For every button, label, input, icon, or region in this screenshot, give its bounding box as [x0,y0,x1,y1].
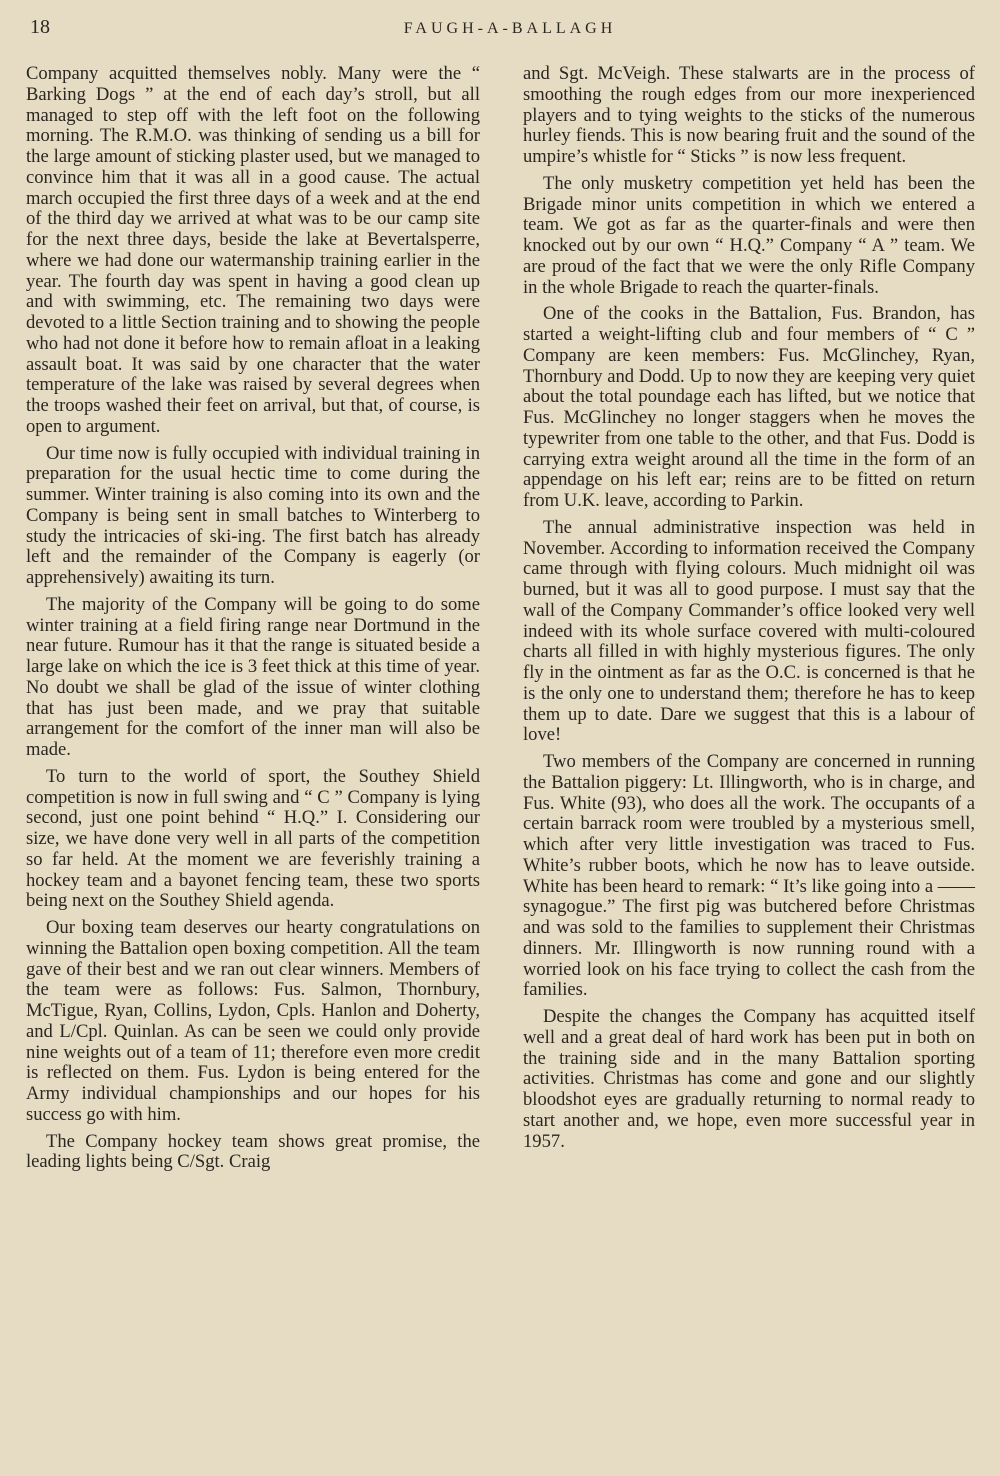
paragraph: The Company hockey team shows great promise, the leading lights being C/Sgt. Craig [26,1130,480,1173]
paragraph: and Sgt. McVeigh. These stalwarts are in the process of smoothing the rough edges from our more inexperienced players and to tying weights to the sticks of the numerous hurley fiends. This is now bearing fruit and the sound of the umpire’s whistle for “ Sticks ” is now less frequent. [523,63,975,167]
paragraph: One of the cooks in the Battalion, Fus. Brandon, has started a weight-lifting club and four members of “ C ” Company are keen members: Fus. McGlinchey, Ryan, Thornbury and Dodd. Up to now they are keeping very quiet about the total poundage each has lifted, but we notice that Fus. McGlinchey no longer staggers when he moves the typewriter from one table to the other, and that Fus. Dodd is carrying extra weight around all the time in the form of an appendage on his left ear; reins are to be fitted on return from U.K. leave, according to Parkin. [523,303,975,511]
page-number: 18 [30,16,50,38]
paragraph: To turn to the world of sport, the Southey Shield competition is now in full swing and “ C ” Company is lying second, just one point behind “ H.Q.” I. Considering our size, we have done very well in all parts of the competition so far held. At the moment we are feverishly training a hockey team and a bayonet fencing team, these two sports being next on the Southey Shield agenda. [26,765,480,912]
right-column [523,64,975,1158]
paragraph: Our time now is fully occupied with individual training in preparation for the usual hectic time to come during the summer. Winter training is also coming into its own and the Company is being sent in small batches to Winterberg to study the intricacies of ski-ing. The first batch has already left and the remainder of the Company is eagerly (or apprehensively) awaiting its turn. [26,442,480,588]
paragraph: Company acquitted themselves nobly. Many were the “ Barking Dogs ” at the end of each day’s stroll, but all managed to step off with the left foot on the following morning. The R.M.O. was thinking of sending us a bill for the large amount of sticking plaster used, but we managed to convince him that it was all in a good cause. The actual march occupied the first three days of a week and at the end of the third day we arrived at what was to be our camp site for the next three days, beside the lake at Bevertalsperre, where we had done our watermanship training earlier in the year. The fourth day was spent in having a good clean up and with swimming, etc. The remaining two days were devoted to a little Section training and to showing the people who had not done it before how to remain afloat in a leaking assault boat. It was said by one character that the water temperature of the lake was raised by several degrees when the troops washed their feet on arrival, but that, of course, is open to argument. [26,63,480,437]
paragraph: The only musketry competition yet held has been the Brigade minor units competition in which we entered a team. We got as far as the quarter-finals and were then knocked out by our own “ H.Q.” Company “ A ” team. We are proud of the fact that we were the only Rifle Company in the whole Brigade to reach the quarter-finals. [523,172,975,298]
paragraph: Despite the changes the Company has acquitted itself well and a great deal of hard work has been put in both on the training side and in the many Battalion sporting activities. Christmas has come and gone and our slightly bloodshot eyes are gradually returning to normal ready to start another and, we hope, even more successful year in 1957. [523,1006,975,1152]
paragraph: The majority of the Company will be going to do some winter training at a field firing range near Dortmund in the near future. Rumour has it that the range is situated beside a large lake on which the ice is 3 feet thick at this time of year. No doubt we shall be glad of the issue of winter clothing that has just been made, and we pray that suitable arrangement for the comfort of the inner man will also be made. [26,593,480,760]
paragraph: The annual administrative inspection was held in November. According to information received the Company came through with flying colours. Much midnight oil was burned, but it was all to good purpose. I must say that the wall of the Company Commander’s office looked very well indeed with its whole surface covered with multi-coloured charts all filled in with highly mysterious figures. The only fly in the ointment as far as the O.C. is concerned is that he is the only one to understand them; therefore he has to keep them up to date. Dare we suggest that this is a labour of love! [523,516,975,746]
paragraph: Our boxing team deserves our hearty congratulations on winning the Battalion open boxing competition. All the team gave of their best and we ran out clear winners. Members of the team were as follows: Fus. Salmon, Thornbury, McTigue, Ryan, Collins, Lydon, Cpls. Hanlon and Doherty, and L/Cpl. Quinlan. As can be seen we could only provide nine weights out of a team of 11; therefore even more credit is reflected on them. Fus. Lydon is being entered for the Army individual championships and our hopes for his success go with him. [26,917,480,1125]
paragraph: Two members of the Company are concerned in running the Battalion piggery: Lt. Illingworth, who is in charge, and Fus. White (93), who does all the work. The occupants of a certain barrack room were troubled by a mysterious smell, which after very little investigation was traced to Fus. White’s rubber boots, which he now has to leave outside. White has been heard to remark: “ It’s like going into a —— synagogue.” The first pig was butchered before Christmas and was sold to the families to supplement their Christmas dinners. Mr. Illingworth is now running round with a worried look on his face trying to collect the cash from the families. [523,751,975,1001]
running-head: FAUGH-A-BALLAGH [403,20,617,37]
left-column [26,64,480,1179]
